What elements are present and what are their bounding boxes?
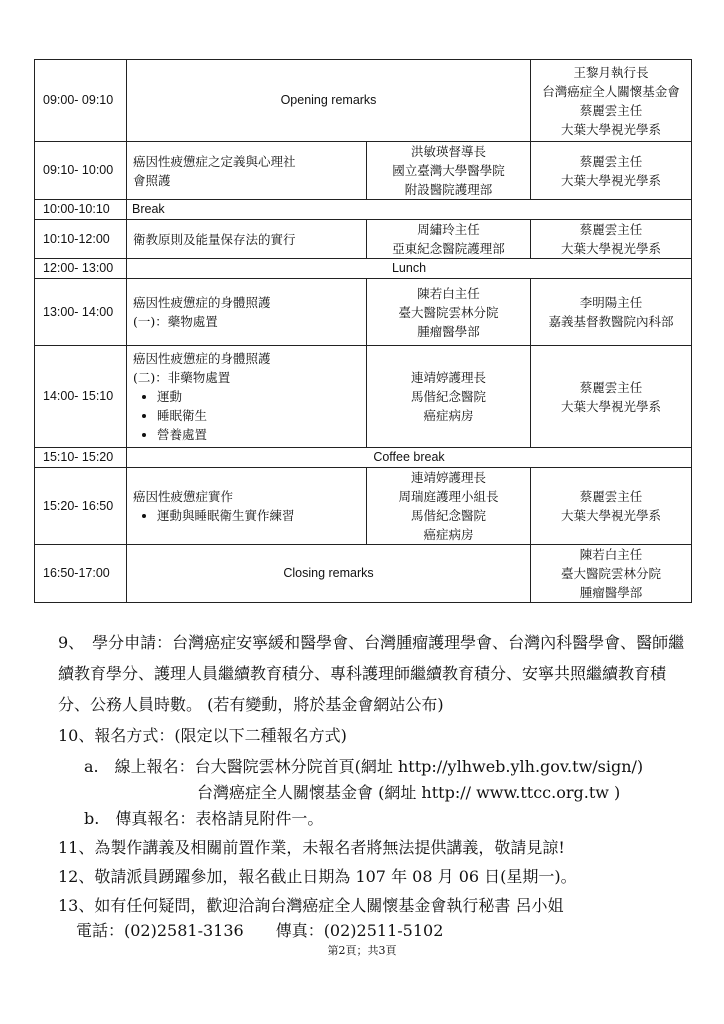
host-cell: 蔡麗雲主任 大葉大學視光學系 — [531, 468, 692, 545]
host-cell: 陳若白主任 臺大醫院雲林分院 腫瘤醫學部 — [531, 545, 692, 603]
note-12: 12、敬請派員踴躍參加，報名截止日期為 107 年 08 月 06 日(星期一)。 — [58, 867, 577, 886]
note-9-line3: 分、公務人員時數。 (若有變動，將於基金會網站公布) — [58, 695, 444, 714]
speaker-cell: 洪敏瑛督導長 國立臺灣大學醫學院 附設醫院護理部 — [367, 142, 531, 200]
speaker-cell: 連靖婷護理長 周瑞庭護理小組長 馬偕紀念醫院 癌症病房 — [367, 468, 531, 545]
schedule-row — [35, 545, 692, 603]
note-9-line2: 續教育學分、護理人員繼續教育積分、專科護理師繼續教育積分、安寧共照繼續教育積 — [58, 664, 667, 683]
host-cell: 李明陽主任 嘉義基督教醫院內科部 — [531, 279, 692, 346]
bullet-item: • 運動 — [157, 387, 360, 406]
time-cell: 09:00- 09:10 — [35, 60, 127, 142]
host-cell: 蔡麗雲主任 大葉大學視光學系 — [531, 220, 692, 259]
host-cell: 蔡麗雲主任 大葉大學視光學系 — [531, 346, 692, 448]
schedule-row — [35, 142, 692, 200]
topic-cell: 癌因性疲憊症的身體照護 (一)：藥物處置 — [127, 279, 367, 346]
time-cell: 15:10- 15:20 — [35, 448, 127, 468]
topic-cell: 癌因性疲憊症的身體照護 (二)：非藥物處置 • 運動 • 睡眠衛生 • 營養處置 — [127, 346, 367, 448]
time-cell: 10:00-10:10 — [35, 200, 127, 220]
note-13-contact: 電話：(02)2581-3136 傳真：(02)2511-5102 — [76, 921, 444, 940]
topic-cell: 癌因性疲憊症之定義與心理社 會照護 — [127, 142, 367, 200]
schedule-row — [35, 259, 692, 279]
time-cell: 13:00- 14:00 — [35, 279, 127, 346]
time-cell: 16:50-17:00 — [35, 545, 127, 603]
bullet-item: • 運動與睡眠衛生實作練習 — [157, 506, 360, 525]
page-footer: 第2頁；共3頁 — [327, 944, 397, 957]
schedule-row — [35, 200, 692, 220]
note-10a-line2: 台灣癌症全人關懷基金會 (網址 http:// www.ttcc.org.tw ) — [197, 783, 621, 802]
schedule-row — [35, 468, 692, 545]
schedule-row — [35, 346, 692, 448]
time-cell: 15:20- 16:50 — [35, 468, 127, 545]
session-span-cell: Opening remarks — [127, 60, 531, 142]
note-10b: b. 傳真報名：表格請見附件一。 — [84, 809, 324, 828]
topic-cell: 癌因性疲憊症實作 • 運動與睡眠衛生實作練習 — [127, 468, 367, 545]
schedule-table — [34, 59, 692, 603]
note-9-line1: 9、 學分申請：台灣癌症安寧緩和醫學會、台灣腫瘤護理學會、台灣內科醫學會、醫師繼 — [58, 633, 685, 652]
note-13: 13、如有任何疑問，歡迎洽詢台灣癌症全人關懷基金會執行秘書 呂小姐 — [58, 896, 564, 915]
bullet-item: • 營養處置 — [157, 425, 360, 444]
speaker-cell: 陳若白主任 臺大醫院雲林分院 腫瘤醫學部 — [367, 279, 531, 346]
note-11: 11、為製作講義及相關前置作業，未報名者將無法提供講義，敬請見諒! — [58, 838, 565, 857]
schedule-row — [35, 279, 692, 346]
note-10a: a. 線上報名：台大醫院雲林分院首頁(網址 http://ylhweb.ylh.gov.tw/sign/) — [84, 757, 644, 776]
break-cell: Break — [127, 200, 692, 220]
topic-bullets — [133, 387, 360, 444]
speaker-cell: 連靖婷護理長 馬偕紀念醫院 癌症病房 — [367, 346, 531, 448]
time-cell: 10:10-12:00 — [35, 220, 127, 259]
session-span-cell: Closing remarks — [127, 545, 531, 603]
host-cell: 王黎月執行長 台灣癌症全人關懷基金會 蔡麗雲主任 大葉大學視光學系 — [531, 60, 692, 142]
schedule-row — [35, 448, 692, 468]
session-span-cell: Coffee break — [127, 448, 692, 468]
note-10: 10、報名方式：(限定以下二種報名方式) — [58, 726, 347, 745]
topic-cell: 衛教原則及能量保存法的實行 — [127, 220, 367, 259]
time-cell: 12:00- 13:00 — [35, 259, 127, 279]
schedule-row — [35, 220, 692, 259]
session-span-cell: Lunch — [127, 259, 692, 279]
time-cell: 09:10- 10:00 — [35, 142, 127, 200]
time-cell: 14:00- 15:10 — [35, 346, 127, 448]
bullet-item: • 睡眠衛生 — [157, 406, 360, 425]
speaker-cell: 周繡玲主任 亞東紀念醫院護理部 — [367, 220, 531, 259]
host-cell: 蔡麗雲主任 大葉大學視光學系 — [531, 142, 692, 200]
topic-bullets — [133, 506, 360, 525]
schedule-row — [35, 60, 692, 142]
